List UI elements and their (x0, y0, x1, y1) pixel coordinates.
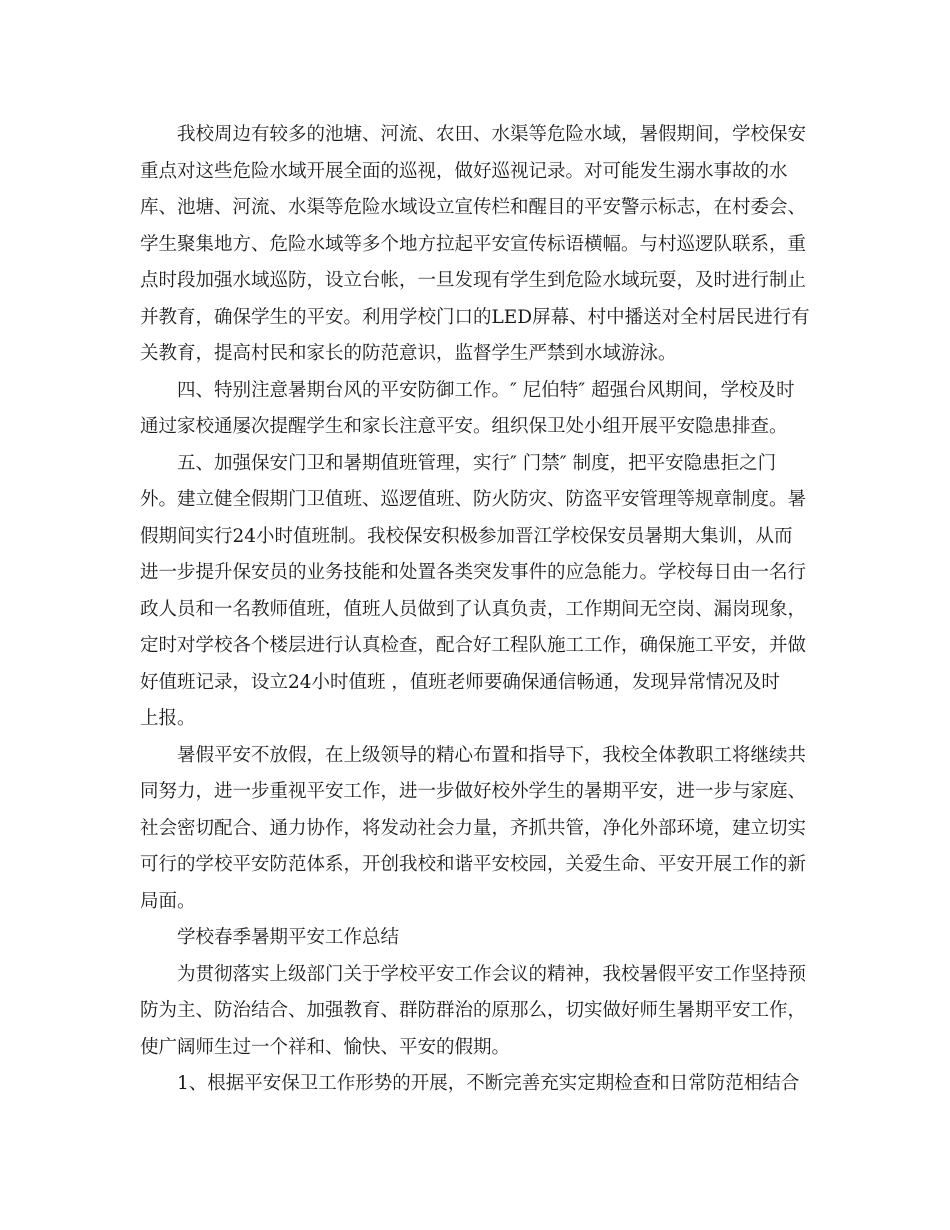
text-line: 关教育，提高村民和家长的防范意识，监督学生严禁到水域游泳。 (140, 343, 677, 364)
text-line: 假期间实行24小时值班制。我校保安积极参加晋江学校保安员暑期大集训，从而 (140, 525, 793, 547)
paragraph-intro (140, 957, 812, 1067)
text-line: 社会密切配合、通力协作，将发动社会力量，齐抓共管，净化外部环境，建立切实 (140, 817, 807, 839)
text-line: 可行的学校平安防范体系，开创我校和谐平安校园，关爱生命、平安开展工作的新 (140, 854, 807, 875)
paragraph-typhoon (140, 373, 812, 446)
text-line: 防为主、防治结合、加强教育、群防群治的原那么，切实做好师生暑期平安工作， (140, 1000, 807, 1021)
text-line: 点时段加强水域巡防，设立台帐，一旦发现有学生到危险水域玩耍，及时进行制止 (140, 270, 807, 291)
paragraph-item-1 (140, 1066, 812, 1103)
text-line: 我校周边有较多的池塘、河流、农田、水渠等危险水域，暑假期间，学校保安 (177, 124, 807, 145)
text-line: 为贯彻落实上级部门关于学校平安工作会议的精神，我校暑假平安工作坚持预 (177, 963, 807, 985)
text-line: 外。建立健全假期门卫值班、巡逻值班、防火防灾、防盗平安管理等规章制度。暑 (140, 489, 807, 510)
paragraph-water-safety (140, 117, 812, 373)
text-line: 五、加强保安门卫和暑期值班管理，实行″ 门禁″ 制度，把平安隐患拒之门 (177, 452, 777, 474)
paragraph-duty-management (140, 446, 812, 738)
document-body (140, 117, 812, 1103)
text-line: 库、池塘、河流、水渠等危险水域设立宣传栏和醒目的平安警示标志，在村委会、 (140, 197, 807, 218)
text-line: 并教育，确保学生的平安。利用学校门口的LED屏幕、村中播送对全村居民进行有 (140, 306, 810, 328)
text-line: 上报。 (140, 708, 196, 729)
text-line: 通过家校通屡次提醒学生和家长注意平安。组织保卫处小组开展平安隐患排查。 (140, 416, 788, 437)
section-title (140, 920, 812, 957)
paragraph-conclusion (140, 738, 812, 921)
text-line: 定时对学校各个楼层进行认真检查，配合好工程队施工工作，确保施工平安，并做 (140, 635, 807, 656)
text-line: 使广阔师生过一个祥和、愉快、平安的假期。 (140, 1036, 511, 1058)
text-line: 四、特别注意暑期台风的平安防御工作。″ 尼伯特″ 超强台风期间，学校及时 (177, 379, 795, 401)
text-line: 同努力，进一步重视平安工作，进一步做好校外学生的暑期平安，进一步与家庭、 (140, 781, 807, 802)
section-title-text: 学校春季暑期平安工作总结 (177, 927, 400, 948)
text-line: 好值班记录，设立24小时值班 ，值班老师要确保通信畅通，发现异常情况及时 (140, 671, 780, 693)
text-line: 进一步提升保安员的业务技能和处置各类突发事件的应急能力。学校每日由一名行 (140, 562, 807, 583)
text-line: 局面。 (140, 890, 196, 912)
text-line: 暑假平安不放假，在上级领导的精心布置和指导下，我校全体教职工将继续共 (177, 744, 807, 766)
text-line: 1、根据平安保卫工作形势的开展，不断完善充实定期检查和日常防范相结合 (177, 1073, 800, 1094)
text-line: 政人员和一名教师值班，值班人员做到了认真负责，工作期间无空岗、漏岗现象， (140, 598, 807, 620)
text-line: 重点对这些危险水域开展全面的巡视，做好巡视记录。对可能发生溺水事故的水 (140, 160, 788, 182)
text-line: 学生聚集地方、危险水域等多个地方拉起平安宣传标语横幅。与村巡逻队联系，重 (140, 233, 807, 255)
